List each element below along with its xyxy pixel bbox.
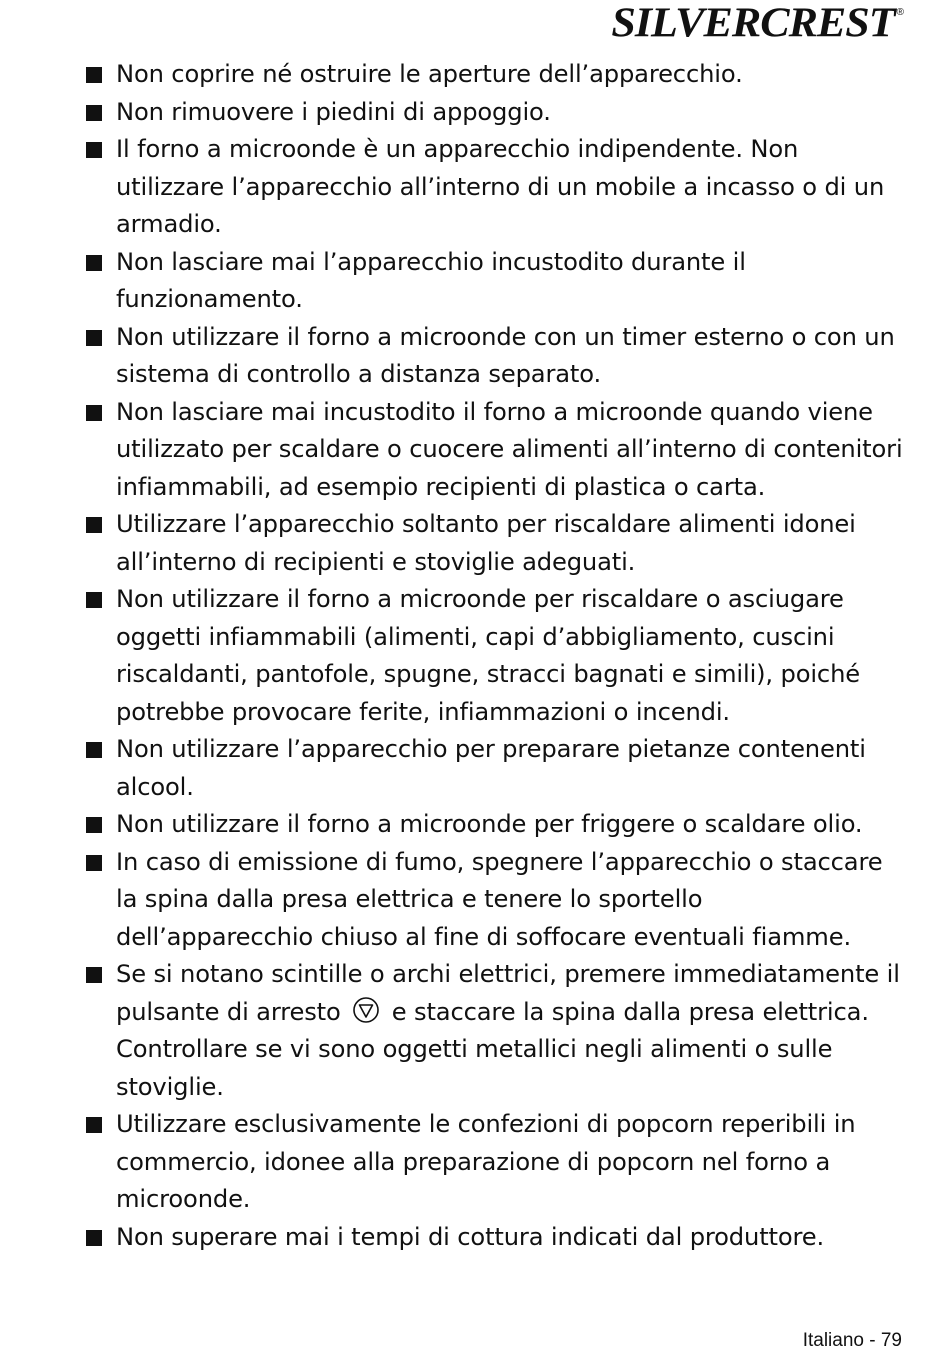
list-item — [86, 806, 904, 844]
list-item — [86, 319, 904, 394]
instruction-text: Non lasciare mai incustodito il forno a microonde quando viene utilizzato per scaldare o cuocere alimenti all’interno di contenitori infiammabili, ad esempio recipienti di plastica o carta. — [116, 397, 903, 501]
square-bullet-icon — [86, 405, 102, 421]
square-bullet-icon — [86, 67, 102, 83]
list-item — [86, 1219, 904, 1257]
instruction-text: In caso di emissione di fumo, spegnere l’apparecchio o staccare la spina dalla presa elettrica e tenere lo sportello dell’apparecchio chiuso al fine di soffocare eventuali fiamme. — [116, 847, 883, 951]
instruction-text: Utilizzare esclusivamente le confezioni di popcorn reperibili in commercio, idonee alla preparazione di popcorn nel forno a microonde. — [116, 1110, 856, 1213]
list-item — [86, 56, 904, 94]
square-bullet-icon — [86, 817, 102, 833]
square-bullet-icon — [86, 1117, 102, 1133]
list-item — [86, 731, 904, 806]
instruction-text: Non utilizzare il forno a microonde per riscaldare o asciugare oggetti infiammabili (alimenti, capi d’abbigliamento, cuscini riscaldanti, pantofole, spugne, stracci bagnati e simili), poiché potrebbe provocare ferite, infiammazioni o incendi. — [116, 585, 860, 726]
instruction-text: Non coprire né ostruire le aperture dell’apparecchio. — [116, 60, 743, 88]
instruction-text: Non superare mai i tempi di cottura indicati dal produttore. — [116, 1222, 825, 1251]
instruction-text-after-icon: e staccare la spina dalla presa elettrica. Controllare se vi sono oggetti metallici negli alimenti o sulle stoviglie. — [116, 997, 869, 1101]
square-bullet-icon — [86, 255, 102, 271]
stop-button-icon — [352, 996, 380, 1024]
list-item — [86, 581, 904, 731]
brand-name: SILVERCREST — [611, 0, 895, 46]
instruction-text: Utilizzare l’apparecchio soltanto per riscaldare alimenti idonei all’interno di recipienti e stoviglie adeguati. — [116, 510, 856, 576]
registered-mark: ® — [896, 7, 904, 18]
list-item — [86, 506, 904, 581]
square-bullet-icon — [86, 1230, 102, 1246]
instruction-text: Non utilizzare l’apparecchio per preparare pietanze contenenti alcool. — [116, 735, 866, 801]
square-bullet-icon — [86, 967, 102, 983]
list-item — [86, 244, 904, 319]
list-item — [86, 394, 904, 507]
list-item — [86, 131, 904, 244]
list-item — [86, 94, 904, 132]
page-number: Italiano - 79 — [802, 1330, 902, 1351]
instruction-text: Non utilizzare il forno a microonde per friggere o scaldare olio. — [116, 810, 863, 838]
list-item — [86, 1106, 904, 1219]
square-bullet-icon — [86, 330, 102, 346]
brand-logo — [611, 0, 904, 46]
instruction-text: Non rimuovere i piedini di appoggio. — [116, 97, 551, 126]
list-item — [86, 956, 904, 1106]
square-bullet-icon — [86, 592, 102, 608]
square-bullet-icon — [86, 742, 102, 758]
square-bullet-icon — [86, 517, 102, 533]
square-bullet-icon — [86, 855, 102, 871]
instruction-text: Il forno a microonde è un apparecchio indipendente. Non utilizzare l’apparecchio all’interno di un mobile a incasso o di un armadio. — [116, 135, 885, 238]
list-item — [86, 844, 904, 957]
square-bullet-icon — [86, 105, 102, 121]
instruction-text: Non lasciare mai l’apparecchio incustodito durante il funzionamento. — [116, 247, 746, 313]
safety-instructions-list — [86, 56, 904, 1256]
page-footer — [803, 1329, 902, 1353]
square-bullet-icon — [86, 142, 102, 158]
instruction-text-before-icon: Se si notano scintille o archi elettrici, premere immediatamente il pulsante di arresto — [116, 960, 900, 1026]
instruction-text: Non utilizzare il forno a microonde con un timer esterno o con un sistema di controllo a distanza separato. — [116, 322, 895, 388]
